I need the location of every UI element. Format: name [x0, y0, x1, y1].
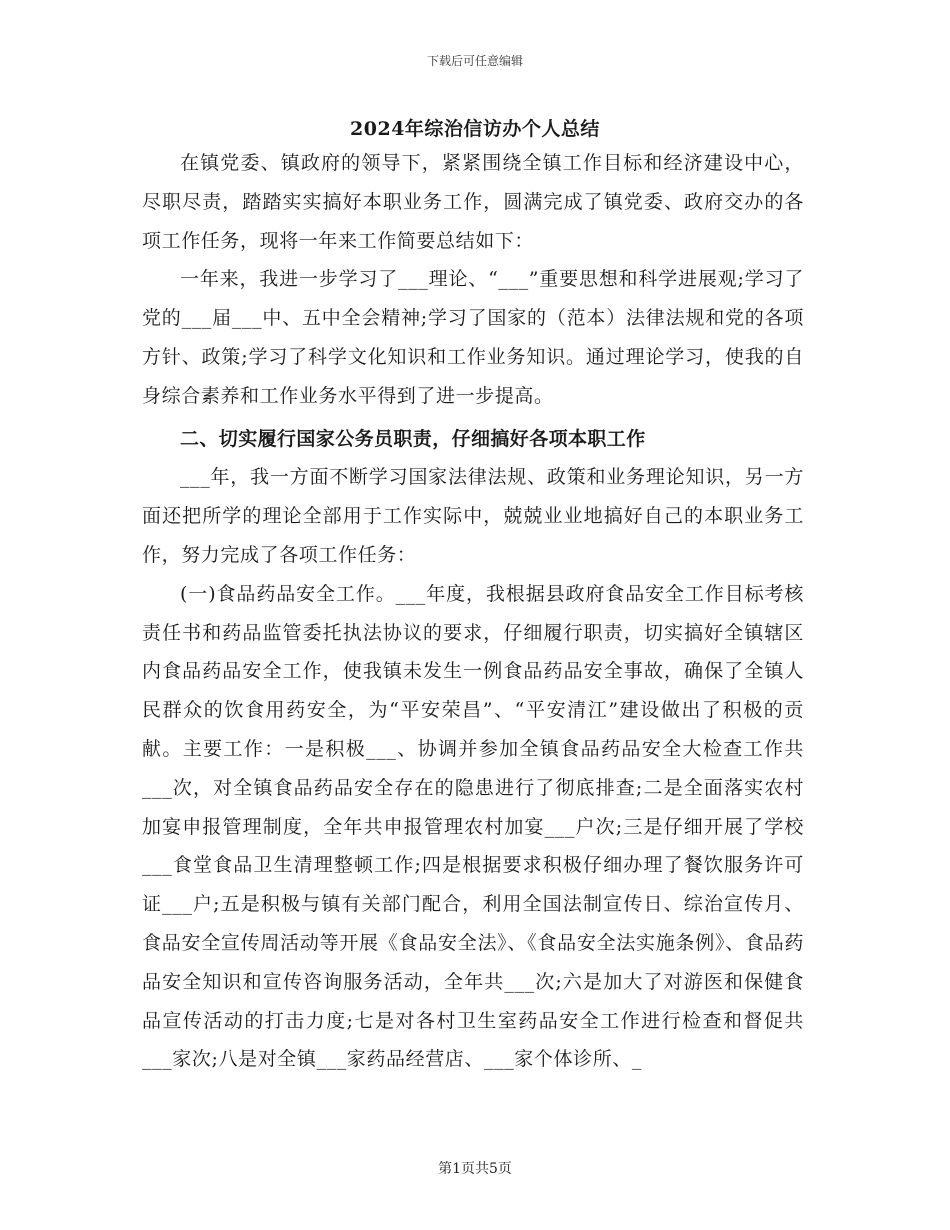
paragraph-intro: 在镇党委、镇政府的领导下，紧紧围绕全镇工作目标和经济建设中心，尽职尽责，踏踏实实搞好本职业务工作，圆满完成了镇党委、政府交办的各项工作任务，现将一年来工作简要总结如下： [142, 152, 804, 252]
document-body [142, 144, 804, 1079]
paragraph-duties: ___年，我一方面不断学习国家法律法规、政策和业务理论知识，另一方面还把所学的理论全部用于工作实际中，兢兢业业地搞好自己的本职业务工作，努力完成了各项工作任务： [142, 466, 804, 566]
paragraph-study: 一年来，我进一步学习了___理论、“___”重要思想和科学进展观;学习了党的___届___中、五中全会精神;学习了国家的（范本）法律法规和党的各项方针、政策;学习了科学文化知识和工作业务知识。通过理论学习，使我的自身综合素养和工作业务水平得到了进一步提高。 [142, 268, 804, 407]
page-number: 第1页共5页 [438, 1161, 512, 1177]
document-title: 2024年综治信访办个人总结 [350, 118, 600, 140]
header-note: 下载后可任意编辑 [426, 54, 523, 68]
section-heading-2: 二、切实履行国家公务员职责，仔细搞好各项本职工作 [180, 427, 646, 450]
paragraph-food-drug-safety: (一)食品药品安全工作。___年度，我根据县政府食品安全工作目标考核责任书和药品监管委托执法协议的要求，仔细履行职责，切实搞好全镇辖区内食品药品安全工作，使我镇未发生一例食品药品安全事故，确保了全镇人民群众的饮食用药安全，为“平安荣昌”、“平安清江”建设做出了积极的贡献。主要工作：一是积极___、协调并参加全镇食品药品安全大检查工作共___次，对全镇食品药品安全存在的隐患进行了彻底排查;二是全面落实农村加宴申报管理制度，全年共申报管理农村加宴___户次;三是仔细开展了学校___食堂食品卫生清理整顿工作;四是根据要求积极仔细办理了餐饮服务许可证___户;五是积极与镇有关部门配合，利用全国法制宣传日、综治宣传月、食品安全宣传周活动等开展《食品安全法》、《食品安全法实施条例》、食品药品安全知识和宣传咨询服务活动，全年共___次;六是加大了对游医和保健食品宣传活动的打击力度;七是对各村卫生室药品安全工作进行检查和督促共___家次;八是对全镇___家药品经营店、___家个体诊所、_ [142, 582, 804, 1071]
